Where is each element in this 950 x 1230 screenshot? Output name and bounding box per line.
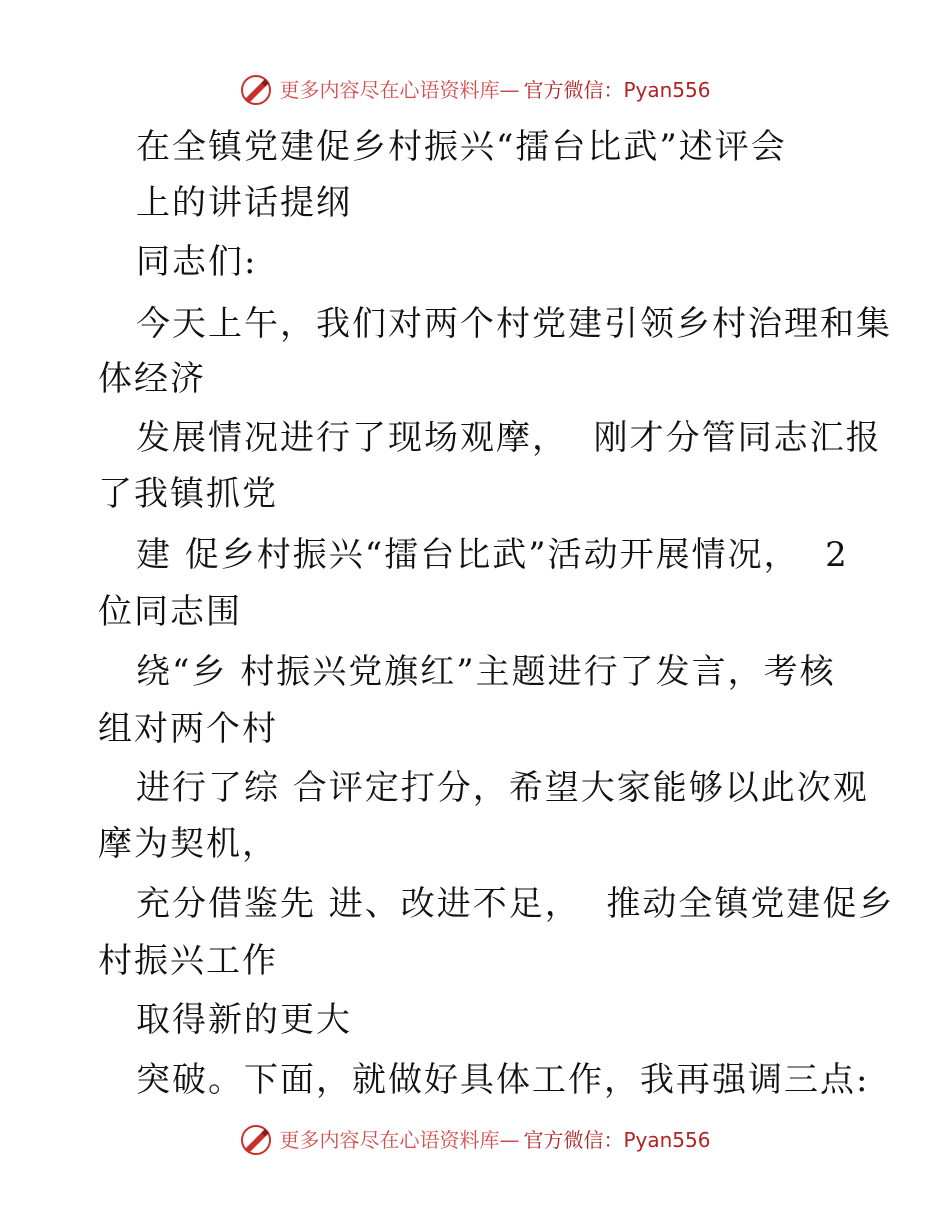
- doc-line-11: 充分借鉴先 进、改进不足， 推动全镇党建促乡: [136, 884, 895, 924]
- doc-line-1: 今天上午，我们对两个村党建引领乡村治理和集: [136, 304, 892, 344]
- watermark-right-text: 官方微信：Pyan556: [523, 1128, 711, 1152]
- doc-line-8: 组对两个村: [98, 709, 278, 749]
- watermark-bottom: [0, 1120, 950, 1160]
- watermark-right-text: 官方微信：Pyan556: [523, 78, 711, 102]
- doc-line-10: 摩为契机，: [98, 824, 278, 864]
- doc-line-4: 了我镇抓党: [98, 474, 278, 514]
- doc-line-12: 村振兴工作: [98, 941, 278, 981]
- pen-nib-icon: [239, 1123, 273, 1157]
- watermark-text: [279, 80, 710, 100]
- watermark-dash: —: [499, 1128, 520, 1152]
- doc-line-6: 位同志围: [98, 592, 242, 632]
- doc-title-line-1: 在全镇党建促乡村振兴“擂台比武”述评会: [136, 127, 787, 167]
- doc-salutation: 同志们:: [136, 242, 258, 282]
- doc-title-line-2: 上的讲话提纲: [136, 183, 352, 223]
- doc-line-9: 进行了综 合评定打分，希望大家能够以此次观: [136, 768, 869, 808]
- watermark-top: [0, 70, 950, 110]
- watermark-dash: —: [499, 78, 520, 102]
- doc-line-7: 绕“乡 村振兴党旗红”主题进行了发言，考核: [136, 652, 836, 692]
- doc-line-3: 发展情况进行了现场观摩， 刚才分管同志汇报: [136, 418, 882, 458]
- watermark-text: [279, 1130, 710, 1150]
- watermark-left-text: 更多内容尽在心语资料库: [279, 1128, 500, 1152]
- doc-line-5: 建 促乡村振兴“擂台比武”活动开展情况， 2: [136, 535, 849, 575]
- watermark-left-text: 更多内容尽在心语资料库: [279, 78, 500, 102]
- doc-line-2: 体经济: [98, 359, 206, 399]
- doc-line-13: 取得新的更大: [136, 1000, 352, 1040]
- doc-line-14: 突破。下面，就做好具体工作，我再强调三点:: [136, 1060, 870, 1100]
- pen-nib-icon: [239, 73, 273, 107]
